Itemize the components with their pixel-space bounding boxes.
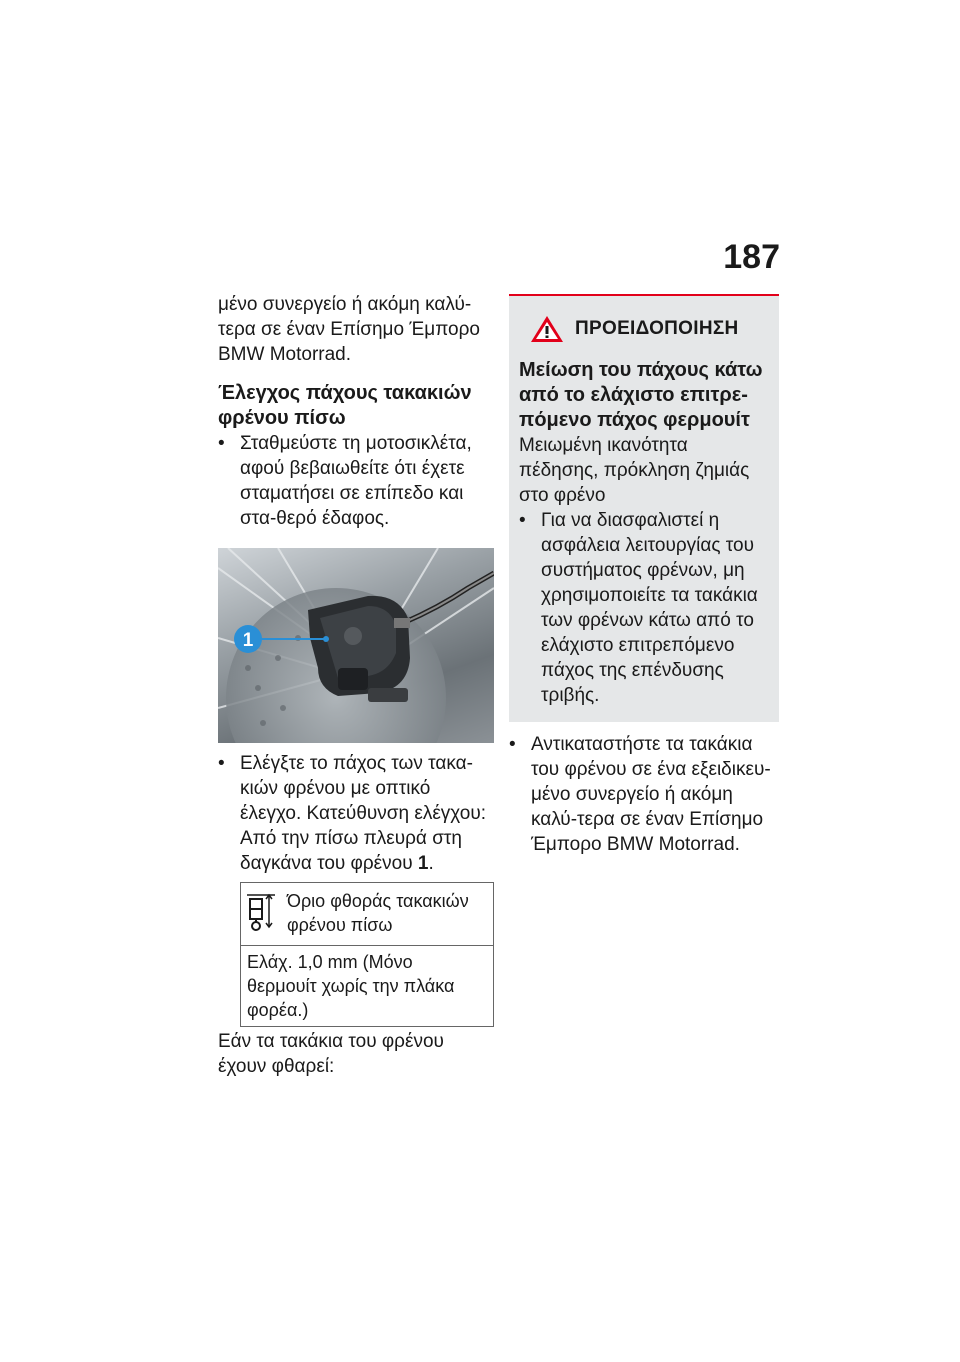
spec-header bbox=[241, 883, 493, 946]
after-spec-text: Εάν τα τακάκια του φρένου έχουν φθαρεί: bbox=[218, 1031, 444, 1077]
warning-subtitle: Μείωση του πάχους κάτω από το ελάχιστο επιτρε-πόμενο πάχος φερμουίτ bbox=[519, 359, 763, 431]
spec-value: Ελάχ. 1,0 mm (Μόνο θερμουίτ χωρίς την πλάκα φορέα.) bbox=[247, 952, 455, 1020]
warning-title: ΠΡΟΕΙΔΟΠΟΙΗΣΗ bbox=[575, 318, 739, 339]
section-heading: Έλεγχος πάχους τακακιών φρένου πίσω bbox=[218, 382, 472, 429]
right-column bbox=[509, 294, 779, 857]
bullet-check-ref: 1 bbox=[417, 853, 429, 874]
left-column bbox=[218, 292, 494, 1079]
warning-body: Μειωμένη ικανότητα πέδησης, πρόκληση ζημιάς στο φρένο bbox=[519, 435, 750, 506]
spec-table bbox=[240, 882, 494, 1027]
warning-bullet: • Για να διασφαλιστεί η ασφάλεια λειτουργίας του συστήματος φρένων, μη χρησιμοποιείτε τα τακάκια των φρένων κάτω από το ελάχιστο επιτρεπόμενο πάχος της επένδυσης τριβής. bbox=[519, 508, 769, 708]
bullet-check-end: . bbox=[428, 853, 434, 874]
bullet-replace: • Αντικαταστήστε τα τακάκια του φρένου σε ένα εξειδικευ-μένο συνεργείο ή ακόμη καλύ-τερα σε έναν Επίσημο Έμπορο BMW Motorrad. bbox=[509, 732, 779, 857]
brake-caliper-illustration bbox=[218, 548, 494, 743]
warning-box bbox=[509, 294, 779, 722]
brake-caliper-photo bbox=[218, 548, 494, 743]
bullet-check bbox=[218, 751, 494, 876]
warning-triangle-icon bbox=[529, 314, 565, 344]
bullet-park: • Σταθμεύστε τη μοτοσικλέτα, αφού βεβαιωθείτε ότι έχετε σταματήσει σε επίπεδο και στα-θερό έδαφος. bbox=[218, 431, 494, 531]
page-number: 187 bbox=[723, 238, 780, 276]
bullet-check-text: Ελέγξτε το πάχος των τακα-κιών φρένου με οπτικό έλεγχο. Κατεύθυνση ελέγχου: Από την πίσω πλευρά στη δαγκάνα του φρένου bbox=[240, 753, 486, 874]
intro-text: μένο συνεργείο ή ακόμη καλύ-τερα σε έναν Επίσημο Έμπορο BMW Motorrad. bbox=[218, 294, 480, 365]
spec-label: Όριο φθοράς τακακιών φρένου πίσω bbox=[287, 891, 469, 935]
brake-pad-wear-icon bbox=[247, 889, 279, 933]
callout-number: 1 bbox=[242, 630, 254, 651]
warning-header bbox=[519, 314, 769, 344]
